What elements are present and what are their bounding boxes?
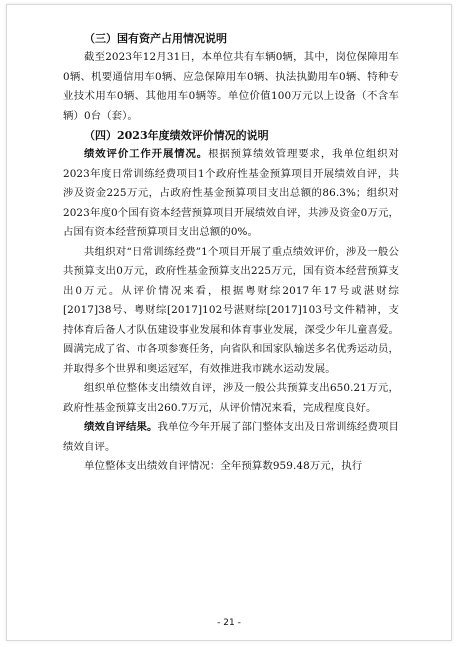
section-heading-asset-usage: （三）国有资产占用情况说明 bbox=[84, 32, 227, 45]
paragraph-self-evaluation-result bbox=[63, 418, 399, 457]
paragraph-evaluation-work bbox=[63, 145, 399, 243]
paragraph-lead-self-evaluation: 绩效自评结果。 bbox=[84, 421, 158, 433]
paragraph-lead-evaluation-work: 绩效评价工作开展情况。 bbox=[84, 148, 209, 160]
section-heading-performance-evaluation: （四）2023年度绩效评价情况的说明 bbox=[84, 129, 269, 142]
page-content bbox=[63, 29, 399, 477]
paragraph-overall-self-evaluation: 单位整体支出绩效自评情况：全年预算数959.48万元，执行 bbox=[84, 460, 363, 472]
paragraph-overall-expenditure: 组织单位整体支出绩效自评，涉及一般公共预算支出650.21万元，政府性基金预算支出260.7万元，从评价情况来看，完成程度良好。 bbox=[63, 382, 399, 414]
paragraph-asset-usage: 截至2023年12月31日，本单位共有车辆0辆，其中，岗位保障用车0辆、机要通信用车0辆、应急保障用车0辆、执法执勤用车0辆、特种专业技术用车0辆、其他用车0辆等。单位价值100万元以上设备（不含车辆）0台（套）。 bbox=[63, 51, 399, 122]
paragraph-key-evaluation: 共组织对“日常训练经费”1个项目开展了重点绩效评价，涉及一般公共预算支出0万元，政府性基金预算支出225万元，国有资本经营预算支出0万元。从评价情况来看，根据粤财综2017年17号或湛财综[2017]38号、粤财综[2017]102号湛财综[2017]103号文件精神，支持体育后备人才队伍建设事业发展和体育事业发展，深受少年儿童喜爱。圆满完成了省、市各项参赛任务，向省队和国家队输送多名优秀运动员，并取得多个世界和奥运冠军，有效推进我市跳水运动发展。 bbox=[63, 245, 399, 375]
page-number: - 21 - bbox=[217, 618, 241, 628]
paragraph-text-self-evaluation: 我单位今年开展了部门整体支出及日常训练经费项目绩效自评。 bbox=[63, 421, 399, 453]
document-page bbox=[6, 4, 452, 641]
paragraph-text-evaluation-work: 根据预算绩效管理要求，我单位组织对2023年度日常训练经费项目1个政府性基金预算项目开展绩效自评，共涉及资金225万元，占政府性基金预算项目支出总额的86.3%；组织对2023年度0个国有资本经营预算项目开展绩效自评，共涉及资金0万元，占国有资本经营预算项目支出总额的0%。 bbox=[63, 148, 399, 238]
